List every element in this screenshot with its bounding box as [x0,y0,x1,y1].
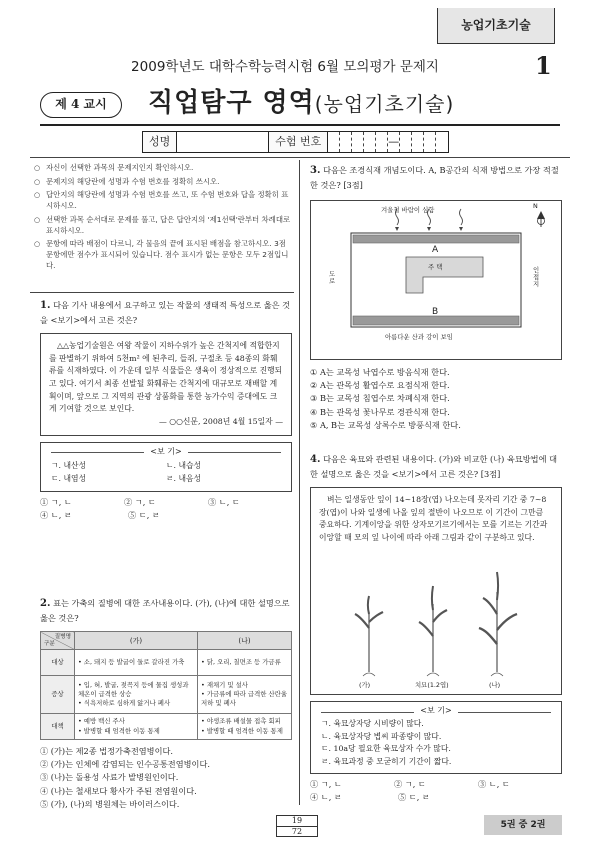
q1-option[interactable]: ② ㄱ, ㄷ [124,496,156,507]
q2-number: 2. [40,598,51,609]
q2-table-corner [41,632,75,650]
q4-options [310,778,562,804]
q4-bogi-item: ㄷ. 10a당 필요한 육묘상자 수가 많다. [321,744,451,754]
q3-left-label: 도로 [329,270,336,286]
q2-text: 표는 가축의 질병에 대한 조사내용이다. (가), (나)에 대한 설명으로 옳은 것은? [40,598,290,623]
q4-bogi [310,701,562,773]
question-2 [40,596,292,811]
table-row [41,714,292,740]
q2-table [40,631,292,740]
q1-options [40,496,292,522]
q2-option[interactable]: ① (가)는 제2종 법정가축전염병이다. [40,746,174,757]
title-main: 직업탐구 영역 [148,88,315,118]
q1-stem [40,298,292,327]
q1-bogi-item: ㄹ. 내음성 [166,474,202,484]
q3-option[interactable]: ① A는 교목성 낙엽수로 방음식재 한다. [310,367,450,378]
zone-a-planting [353,235,519,243]
q4-bogi-item: ㄱ. 육묘상자당 시비량이 많다. [321,719,424,729]
q3-option[interactable]: ② A는 관목성 활엽수로 요점식재 한다. [310,380,450,391]
question-4 [310,452,562,804]
q1-bogi-label: 보 기 [157,446,175,456]
seedling-b [479,572,517,676]
q1-bogi-item: ㄱ. 내산성 [51,461,87,471]
exam-number-digit[interactable] [364,132,376,152]
exam-number-digit[interactable] [376,132,388,152]
q4-number: 4. [310,454,321,465]
q3-option[interactable]: ④ B는 관목성 꽃나무로 경관식재 한다. [310,406,450,417]
exam-number-digit[interactable] [400,132,412,152]
title-sub: (농업기초기술) [314,92,455,116]
q2-options [40,745,292,811]
q3-text: 다음은 조경식재 개념도이다. A, B공간의 식재 방법으로 가장 적절한 것은? [3점] [310,165,559,190]
q2-cell: • 예방 백신 주사 • 발병할 때 엄격한 이동 통제 [75,714,198,740]
q4-passage: 벼는 일생동안 잎이 14~18장(엽) 나오는데 못자리 기간 중 7~8장(엽)이 나와 일생에 나올 잎의 절반이 나오므로 이 기간이 그만큼 중요하다. 기계이앙을 위한 상자모기르기에서는 모를 기르는 기간과 이앙할 때 모의 잎 나이에 따라 아래 그림과 같이 구분하고 있다. [319,495,548,542]
q1-text: 다음 기사 내용에서 요구하고 있는 작물의 생태적 특성으로 옳은 것을 <보기>에서 고른 것은? [40,300,291,325]
q2-row-label: 대책 [41,714,75,740]
q2-corner-top: 질병명 [54,634,71,641]
q4-label-chimyo: 치묘(1.2엽) [415,681,449,690]
q1-option[interactable]: ③ ㄴ, ㄷ [208,496,240,507]
footer-volume: 5권 중 2권 [484,815,562,835]
q3-top-caption: 겨울철 바람이 심함 [381,206,435,215]
q2-cell: • 소, 돼지 등 발굽이 둘로 갈라진 가축 [75,650,198,676]
q3-house-label: 주 택 [428,263,443,272]
question-1 [40,298,292,522]
q2-option[interactable]: ⑤ (가), (나)의 병원체는 바이러스이다. [40,798,180,809]
exam-number-digit[interactable] [412,132,424,152]
q2-cell: • 재채기 및 설사 • 가금류에 따라 급격한 산란율 저하 및 폐사 [198,676,292,714]
q3-option[interactable]: ③ B는 교목성 침엽수로 차폐식재 한다. [310,393,450,404]
q2-col-a: (가) [75,632,198,650]
q1-number: 1. [40,300,51,311]
q4-passage-box [310,487,562,695]
title-divider [40,124,560,126]
session-badge: 제 4 교시 [40,92,122,118]
q3-number: 3. [310,165,321,176]
q3-diagram [310,200,562,360]
exam-number-digit[interactable] [352,132,364,152]
name-field[interactable] [177,132,269,152]
q3-label-b: B [432,307,439,318]
page-number: 1 [535,51,552,80]
column-divider [299,160,300,805]
q2-option[interactable]: ④ (나)는 철새보다 황사가 주된 전염원이다. [40,785,197,796]
q4-label-na: (나) [489,681,501,690]
footer-page-number [276,815,318,837]
instruction-item: ○ 문제지의 해당란에 성명과 수험 번호를 정확히 쓰시오. [34,177,292,188]
q1-source: — ○○신문, 2008년 4월 15일자 — [159,416,283,426]
q4-option[interactable]: ④ ㄴ, ㄹ [310,791,342,802]
q1-bogi-item: ㄴ. 내습성 [166,461,202,471]
q3-bottom-caption: 아름다운 산과 강이 보임 [385,333,453,342]
q2-row-label: 대상 [41,650,75,676]
q2-col-b: (나) [198,632,292,650]
q2-stem [40,596,292,625]
exam-number-digit[interactable] [340,132,352,152]
page-title [148,86,454,121]
q1-article-text: △△농업기술원은 여왕 작물이 지하수위가 높은 간척지에 적합한지를 판별하기 위하여 5천m² 에 된추리, 들쥐, 구절초 등 48종의 화훼류를 식재하였다. 이 가운데 일부 식물들은 생육이 정상적으로 진행되고 있다. 여기서 최종 선발될 화훼류는 간척지에 대규모로 재배할 계획이며, 앞으로 그 지역의 관광 상품화를 통한 농가수익 증대에도 크게 기여할 것으로 보인다. [49,341,283,414]
q4-stem [310,452,562,481]
q4-bogi-item: ㄹ. 육묘과정 중 모굳히기 기간이 짧다. [321,756,452,766]
house-shape [406,257,483,293]
q4-bogi-label: 보 기 [427,706,445,716]
name-label: 성명 [143,132,177,152]
q4-option[interactable]: ① ㄱ, ㄴ [310,778,342,789]
exam-number-digit[interactable] [436,132,448,152]
q1-bogi-item: ㄷ. 내염성 [51,474,87,484]
footer-page-bottom: 72 [291,827,303,836]
q2-row-label: 증상 [41,676,75,714]
q1-article [40,333,292,435]
q4-label-ga: (가) [359,681,371,690]
q1-option[interactable]: ④ ㄴ, ㄹ [40,509,72,520]
q4-bogi-title: <보 기> [321,705,551,718]
q3-stem [310,163,562,192]
header-divider [30,157,570,158]
q1-bogi [40,442,292,492]
q4-option[interactable]: ⑤ ㄷ, ㄹ [398,791,430,802]
q2-option[interactable]: ② (가)는 인체에 감염되는 인수공통전염병이다. [40,759,210,770]
exam-title: 2009학년도 대학수학능력시험 6월 모의평가 문제지 [131,59,439,75]
instruction-item: ○ 자신이 선택한 과목의 문제지인지 확인하시오. [34,163,292,174]
instructions-divider [30,292,294,293]
instructions-list [34,163,292,275]
id-box [142,131,449,153]
instruction-item: ○ 답안지의 해당란에 성명과 수험 번호를 쓰고, 또 수험 번호와 답을 정확히 표시하시오. [34,190,292,211]
q3-right-label: 인접지 [533,266,540,289]
exam-number-dash: — [388,132,400,152]
seedling-chimyo [419,586,447,676]
exam-number-label: 수험 번호 [269,132,328,152]
q4-text: 다음은 육묘와 관련된 내용이다. (가)와 비교한 (나) 육묘방법에 대한 설명으로 옳은 것을 <보기>에서 고른 것은? [3점] [310,454,557,479]
q3-options [310,366,562,432]
q4-bogi-item: ㄴ. 육묘상자당 볍씨 파종량이 많다. [321,731,442,741]
q2-cell: • 야생조류 배설물 접촉 회피 • 발병할 때 엄격한 이동 통제 [198,714,292,740]
exam-number-digit[interactable] [424,132,436,152]
q2-cell: • 닭, 오리, 칠면조 등 가금류 [198,650,292,676]
q3-north-label: N [533,202,538,211]
q1-bogi-title: <보 기> [51,446,281,459]
q3-label-a: A [432,245,439,256]
subject-tab: 농업기초기술 [437,8,555,44]
seedling-a [355,596,383,676]
question-3 [310,163,562,432]
q4-option[interactable]: ③ ㄴ, ㄷ [478,778,510,789]
q3-option[interactable]: ⑤ A, B는 교목성 상록수로 방풍식재 한다. [310,419,461,430]
q2-corner-bottom: 구분 [44,640,55,647]
footer-page-top: 19 [277,816,317,827]
q4-seedlings-svg [321,570,551,680]
q2-option[interactable]: ③ (나)는 돌용성 사료가 발병원인이다. [40,772,179,783]
instruction-item: ○ 문항에 따라 배점이 다르니, 각 물음의 끝에 표시된 배점을 참고하시오. 3점 문항에만 점수가 표시되어 있습니다. 점수 표시가 없는 문항은 모두 2점입니다. [34,239,292,271]
table-row [41,676,292,714]
q4-option[interactable]: ② ㄱ, ㄷ [394,778,426,789]
q2-cell: • 입, 혀, 발굽, 젖꼭지 등에 물집 생성과 체온이 급격한 상승 • 식욕저하로 심하게 앓거나 폐사 [75,676,198,714]
table-row [41,650,292,676]
instruction-item: ○ 선택한 과목 순서대로 문제를 풀고, 답은 답안지의 '제1선택'란부터 차례대로 표시하시오. [34,215,292,236]
q1-option[interactable]: ① ㄱ, ㄴ [40,496,72,507]
exam-number-digit[interactable] [328,132,340,152]
q1-option[interactable]: ⑤ ㄷ, ㄹ [128,509,160,520]
